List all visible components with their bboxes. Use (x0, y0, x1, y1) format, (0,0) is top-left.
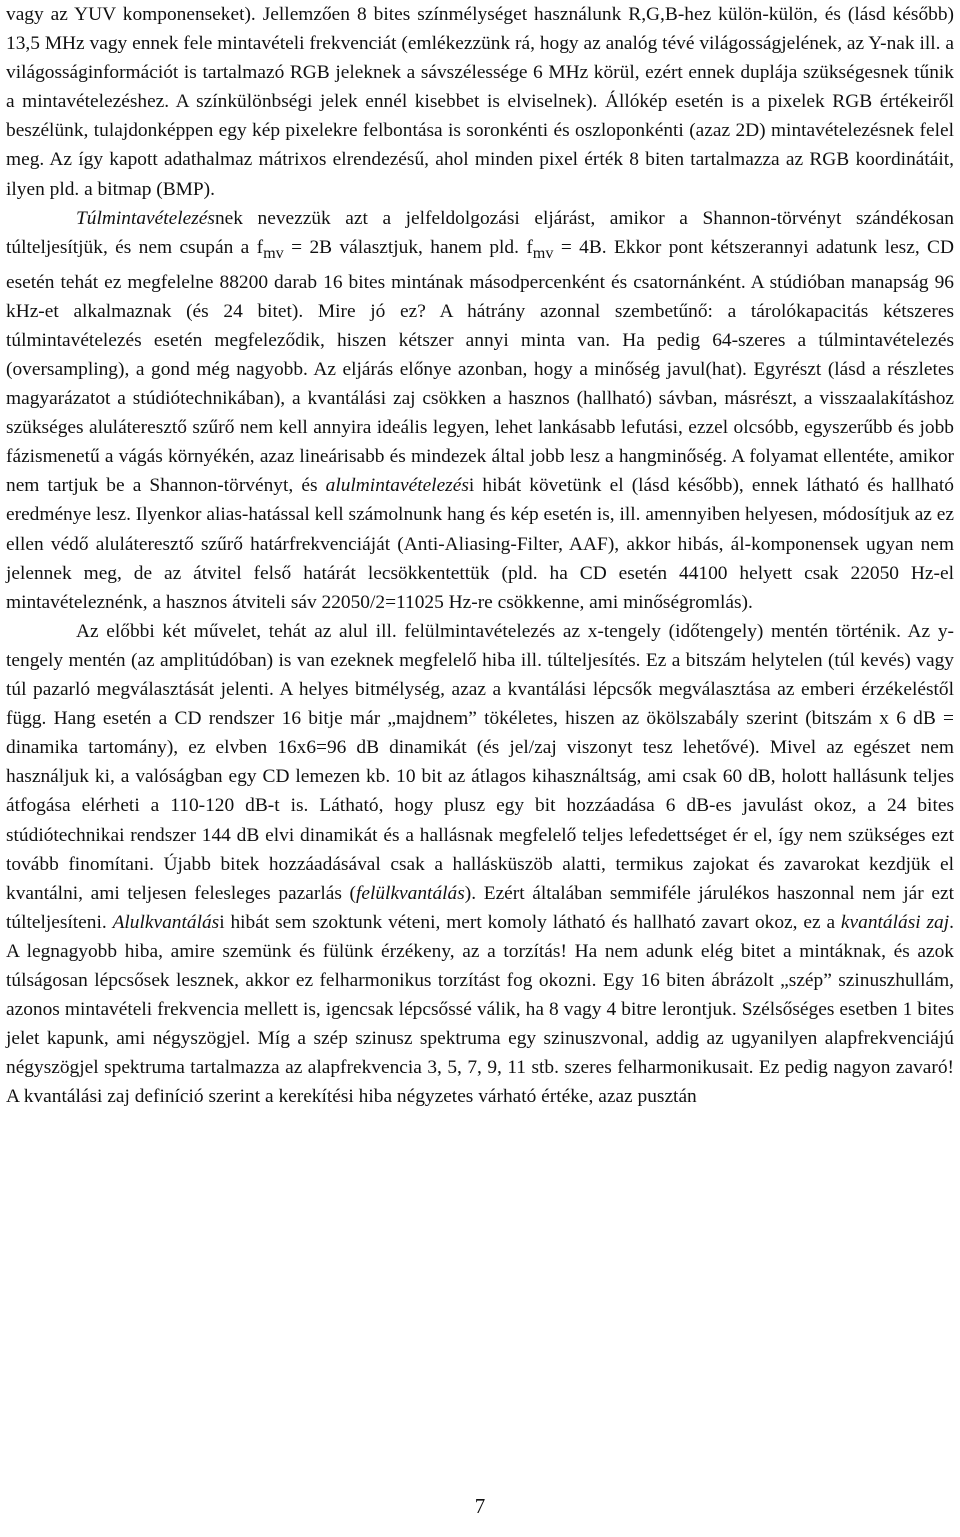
paragraph-text: i hibát követünk el (lásd később), ennek látható és hallható eredménye lesz. Ilyenkor alias-hatással kell számolnunk hang és kép esetén is, ill. amennyiben helyesen, módosítjuk az ez ellen védő aluláteresztő szűrő határfrekvenciáját (Anti-Aliasing-Filter, AAF), akkor hibás, ál-komponensek ugyan nem jelennek meg, de az átvitel felső határát lecsökkentettük (pld. ha CD esetén 44100 helyett csak 22050 Hz-el mintavételeznénk, a hasznos átviteli sáv 22050/2=11025 Hz-re csökkenne, ami minőségromlás). (6, 475, 954, 613)
paragraph-text: ). Ezért általában semmiféle járulékos haszonnal nem jár ezt túlteljesíteni. (6, 882, 954, 933)
subscript-text: mv (532, 244, 554, 262)
paragraph-text: i hibát sem szoktunk véteni, mert komoly látható és hallható zavart okoz, ez a (219, 911, 841, 933)
paragraph-text: . A legnagyobb hiba, amire szemünk és fülünk érzékeny, az a torzítás! Ha nem adunk elég bitet a mintáknak, és azok túlságosan lépcsősek lesznek, akkor ez felharmonikus torzítást fog okozni. Egy 16 biten ábrázolt „szép” szinuszhullám, azonos mintavételi frekvencia mellett is, igencsak lépcsőssé válik, ha 8 vagy 4 bitre lerontjuk. Szélsőséges esetben 1 bites jelet kapunk, ami négyszögjel. Míg a szép szinusz spektruma egy szinuszvonal, addig az ugyanilyen alapfrekvenciájú négyszögjel spektruma tartalmazza az alapfrekvencia 3, 5, 7, 9, 11 stb. szeres felharmonikusait. Ez pedig nagyon zavaró! A kvantálási zaj definíció szerint a kerekítési hiba négyzetes várható értéke, azaz pusztán (6, 911, 954, 1108)
subscript-text: mv (263, 244, 284, 262)
paragraph-text: Az előbbi két művelet, tehát az alul ill. felülmintavételezés az x-tengely (időtengely) mentén történik. Az y-tengely mentén (az amplitúdóban) is van ezeknek megfelelő hiba ill. túlteljesítés. Ez a bitszám helytelen (túl kevés) vagy túl pazarló megválasztását jelenti. A helyes bitmélység, azaz a kvantálási lépcsők megválasztása az emberi érzékeléstől függ. Hang esetén a CD rendszer 16 bitje már „majdnem” tökéletes, hiszen az ökölszabály szerint (bitszám x 6 dB = dinamika tartomány), ez elvben 16x6=96 dB dinamikát (és jel/zaj viszonyt tesz lehetővé). Mivel az egészet nem használjuk ki, a valóságban egy CD lemezen kb. 10 bit az átlagos kihasználtság, ami csak 60 dB, holott hallásunk teljes átfogása elérheti a 110-120 dB-t is. Látható, hogy plusz egy bit hozzáadása 6 dB-es javulást okoz, a 24 bites stúdiótechnikai rendszer 144 dB elvi dinamikát és a hallásnak megfelelő teljes lefedettséget ér el, így nem szükséges ezt tovább finomítani. Újabb bitek hozzáadásával csak a hallásküszöb alatti, termikus zajokat és zavarokat kezdjük el kvantálni, ami teljesen felesleges pazarlás ( (6, 620, 954, 904)
paragraph-text: vagy az YUV komponenseket). Jellemzően 8 bites színmélységet használunk R,G,B-hez külön-külön, és (lásd később) 13,5 MHz vagy ennek fele mintavételi frekvenciát (emlékezzünk rá, hogy az analóg tévé világosságjelének, az Y-nak ill. a világosságinformációt is tartalmazó RGB jeleknek a sávszélessége 6 MHz körül, ezért ennek duplája szükségesnek tűnik a mintavételezéshez. A színkülönbségi jelek ennél kisebbet is elviselnek). Állókép esetén is a pixelek RGB értékeiről beszélünk, tulajdonképpen egy kép pixelekre felbontása is soronkénti és oszloponkénti (azaz 2D) mintavételezésnek felel meg. Az így kapott adathalmaz mátrixos elrendezésű, ahol minden pixel érték 8 biten tartalmazza az RGB koordinátáit, ilyen pld. a bitmap (BMP). (6, 4, 954, 200)
italic-term: kvantálási zaj (840, 911, 950, 933)
paragraph-text: nek nevezzük azt a jelfeldolgozási eljárást, amikor a Shannon-törvényt szándékosan túlteljesítjük, és nem csupán a f (6, 207, 954, 258)
italic-term: alulmintavételezés (325, 475, 469, 497)
italic-term: felülkvantálás (355, 882, 465, 904)
document-page (6, 0, 954, 1111)
italic-term: Túlmintavételezés (76, 207, 215, 229)
body-paragraph (6, 0, 954, 204)
page-number: 7 (474, 1494, 486, 1518)
body-paragraph (6, 204, 954, 617)
body-paragraph (6, 617, 954, 1112)
paragraph-text: = 4B. Ekkor pont kétszerannyi adatunk lesz, CD esetén tehát ez megfelelne 88200 darab 16 bites mintának másodpercenként és csatornánként. A stúdióban manapság 96 kHz-et alkalmaznak (és 24 bitet). Mire jó ez? A hátrány azonnal szembetűnő: a tárolókapacitás kétszeres túlmintavételezés esetén megfeleződik, hiszen kétszer annyi minta van. Ha pedig 64-szeres a túlmintavételezés (oversampling), a gond még nagyobb. Az eljárás előnye azonban, hogy a minőség javul(hat). Egyrészt (lásd a részletes magyarázatot a stúdiótechnikában), a kvantálási zaj csökken a hasznos (hallható) sávban, másrészt, a visszaalakításhoz szükséges aluláteresztő szűrő nem kell annyira ideális legyen, lehet lankásabb lefutási, ezzel olcsóbb, egyszerűbb és jobb fázismenetű a vágás környékén, azaz lineárisabb és mindezek által jobb lesz a hangminőség. A folyamat ellentéte, amikor nem tartjuk be a Shannon-törvényt, és (6, 236, 954, 497)
italic-term: Alulkvantálás (112, 911, 220, 933)
paragraph-text: = 2B választjuk, hanem pld. f (283, 236, 533, 258)
